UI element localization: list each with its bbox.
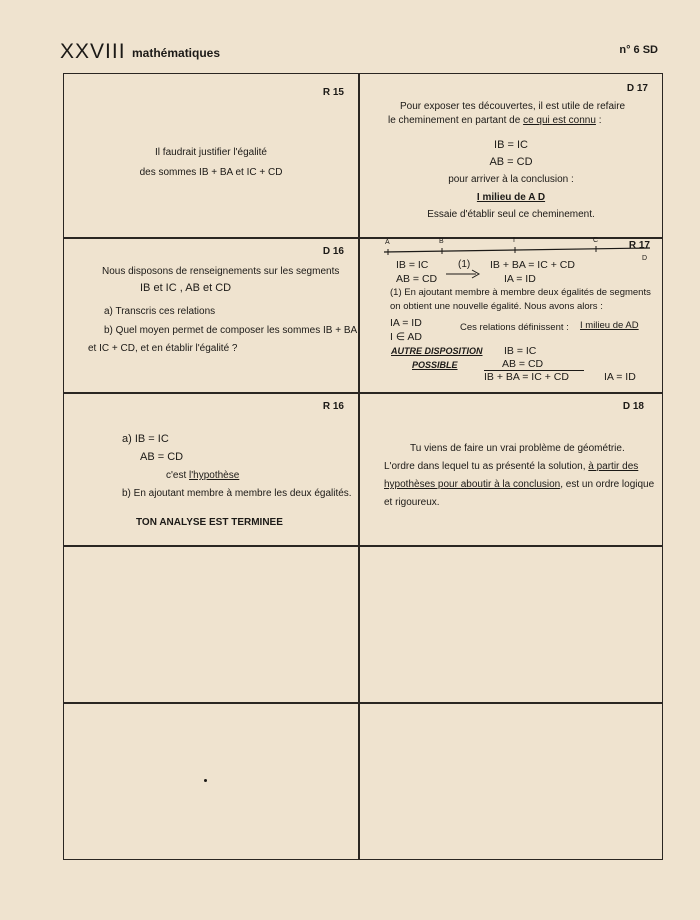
card-r15 [64,74,358,237]
card-code: D 17 [626,83,648,94]
card-d18 [360,394,662,545]
d16-question-b-line2: et IC + CD, et en établir l'égalité ? [88,343,238,354]
d17-equation-2: AB = CD [489,156,533,168]
r17-eq-ia-id: IA = ID [504,273,536,285]
point-i-label: I [513,237,515,244]
r17-note-line1: (1) En ajoutant membre à membre deux égalités de segments [390,287,651,298]
point-d-label: D [642,255,648,262]
card-empty-right-row4 [360,547,662,702]
subject-title: mathématiques [132,46,221,60]
d17-intro-text: le cheminement en partant de [388,115,524,126]
card-r16 [64,394,358,545]
r17-milieu-text: I milieu de AD [580,320,639,331]
implies-arrow-icon [444,269,482,279]
r16-hyp-underlined: l'hypothèse [189,470,240,481]
card-code: D 18 [622,401,644,412]
d18-line4: et rigoureux. [384,497,440,508]
d16-question-b-line1: b) Quel moyen permet de composer les sommes IB + BA [104,325,358,336]
d18-line3-underlined: hypothèses pour aboutir à la conclusion [384,479,561,490]
card-d16 [64,239,358,392]
d18-line3 [384,478,654,492]
card-r17 [360,239,662,392]
d16-line1: Nous disposons de renseignements sur les segments [102,266,340,277]
segment-ad-line [384,248,650,252]
d16-question-a: a) Transcris ces relations [104,306,216,317]
ink-dot [204,779,207,782]
page-header [60,40,660,64]
r17-autre-disposition: AUTRE DISPOSITION [391,346,483,356]
r15-line1: Il faudrait justifier l'égalité [155,147,267,158]
r17-alt-eq1: IB = IC [504,345,537,357]
r17-ref-1: (1) [458,259,471,270]
d17-arrive: pour arriver à la conclusion : [448,174,574,185]
r16-a-line1: a) IB = IC [122,433,169,445]
r17-milieu [580,320,639,333]
r17-note-line2: on obtient une nouvelle égalité. Nous avons alors : [390,301,603,312]
point-b-label: B [439,238,444,245]
exercise-grid [63,73,663,860]
d17-equation-1: IB = IC [494,139,528,151]
issue-number: n° 6 SD [619,44,658,56]
r17-eq-ab-cd: AB = CD [396,273,438,285]
r16-hyp-text: c'est [166,470,190,481]
r17-eq-ib-ic: IB = IC [396,259,429,271]
card-code: D 16 [322,246,344,257]
d17-intro-underlined: ce qui est connu [523,115,596,126]
d18-line3-text: , est un ordre logique [560,479,655,490]
r16-b: b) En ajoutant membre à membre les deux égalités. [122,488,352,499]
d16-segments: IB et IC , AB et CD [140,282,232,294]
r17-possible: POSSIBLE [412,360,458,370]
d17-intro-line1: Pour exposer tes découvertes, il est utile de refaire [400,101,626,112]
d18-line2-text: L'ordre dans lequel tu as présenté la solution, [384,461,589,472]
d17-conclusion-text: I milieu de A D [476,192,546,203]
r17-sum-equation: IB + BA = IC + CD [490,259,575,271]
d18-line2 [384,460,638,474]
card-code: R 17 [628,240,650,251]
r17-alt-sum: IB + BA = IC + CD [484,371,569,383]
card-code: R 15 [322,87,344,98]
d18-line1: Tu viens de faire un vrai problème de géométrie. [410,443,625,454]
d17-intro-colon: : [595,115,602,126]
r16-hypothese [166,469,239,483]
card-empty-right-row5 [360,704,662,859]
r17-alt-eq2: AB = CD [502,358,544,370]
d17-conclusion [360,191,662,205]
r15-line2: des sommes IB + BA et IC + CD [139,167,283,178]
card-code: R 16 [322,401,344,412]
r17-i-in-ad: I ∈ AD [390,331,422,343]
d17-intro-line2 [388,114,601,128]
point-a-label: A [385,239,390,246]
point-c-label: C [593,237,599,244]
card-empty-left-row5 [64,704,358,859]
card-d17 [360,74,662,237]
r17-alt-result: IA = ID [604,371,636,383]
r16-a-line2: AB = CD [140,451,184,463]
r16-analyse-terminee: TON ANALYSE EST TERMINEE [136,517,283,528]
r17-relations: Ces relations définissent : [460,322,569,333]
d18-line2-underlined: à partir des [588,461,639,472]
d17-essaie: Essaie d'établir seul ce cheminement. [427,209,595,220]
volume-number: XXVIII [60,40,126,63]
r17-ia-id: IA = ID [390,317,422,329]
card-empty-left-row4 [64,547,358,702]
